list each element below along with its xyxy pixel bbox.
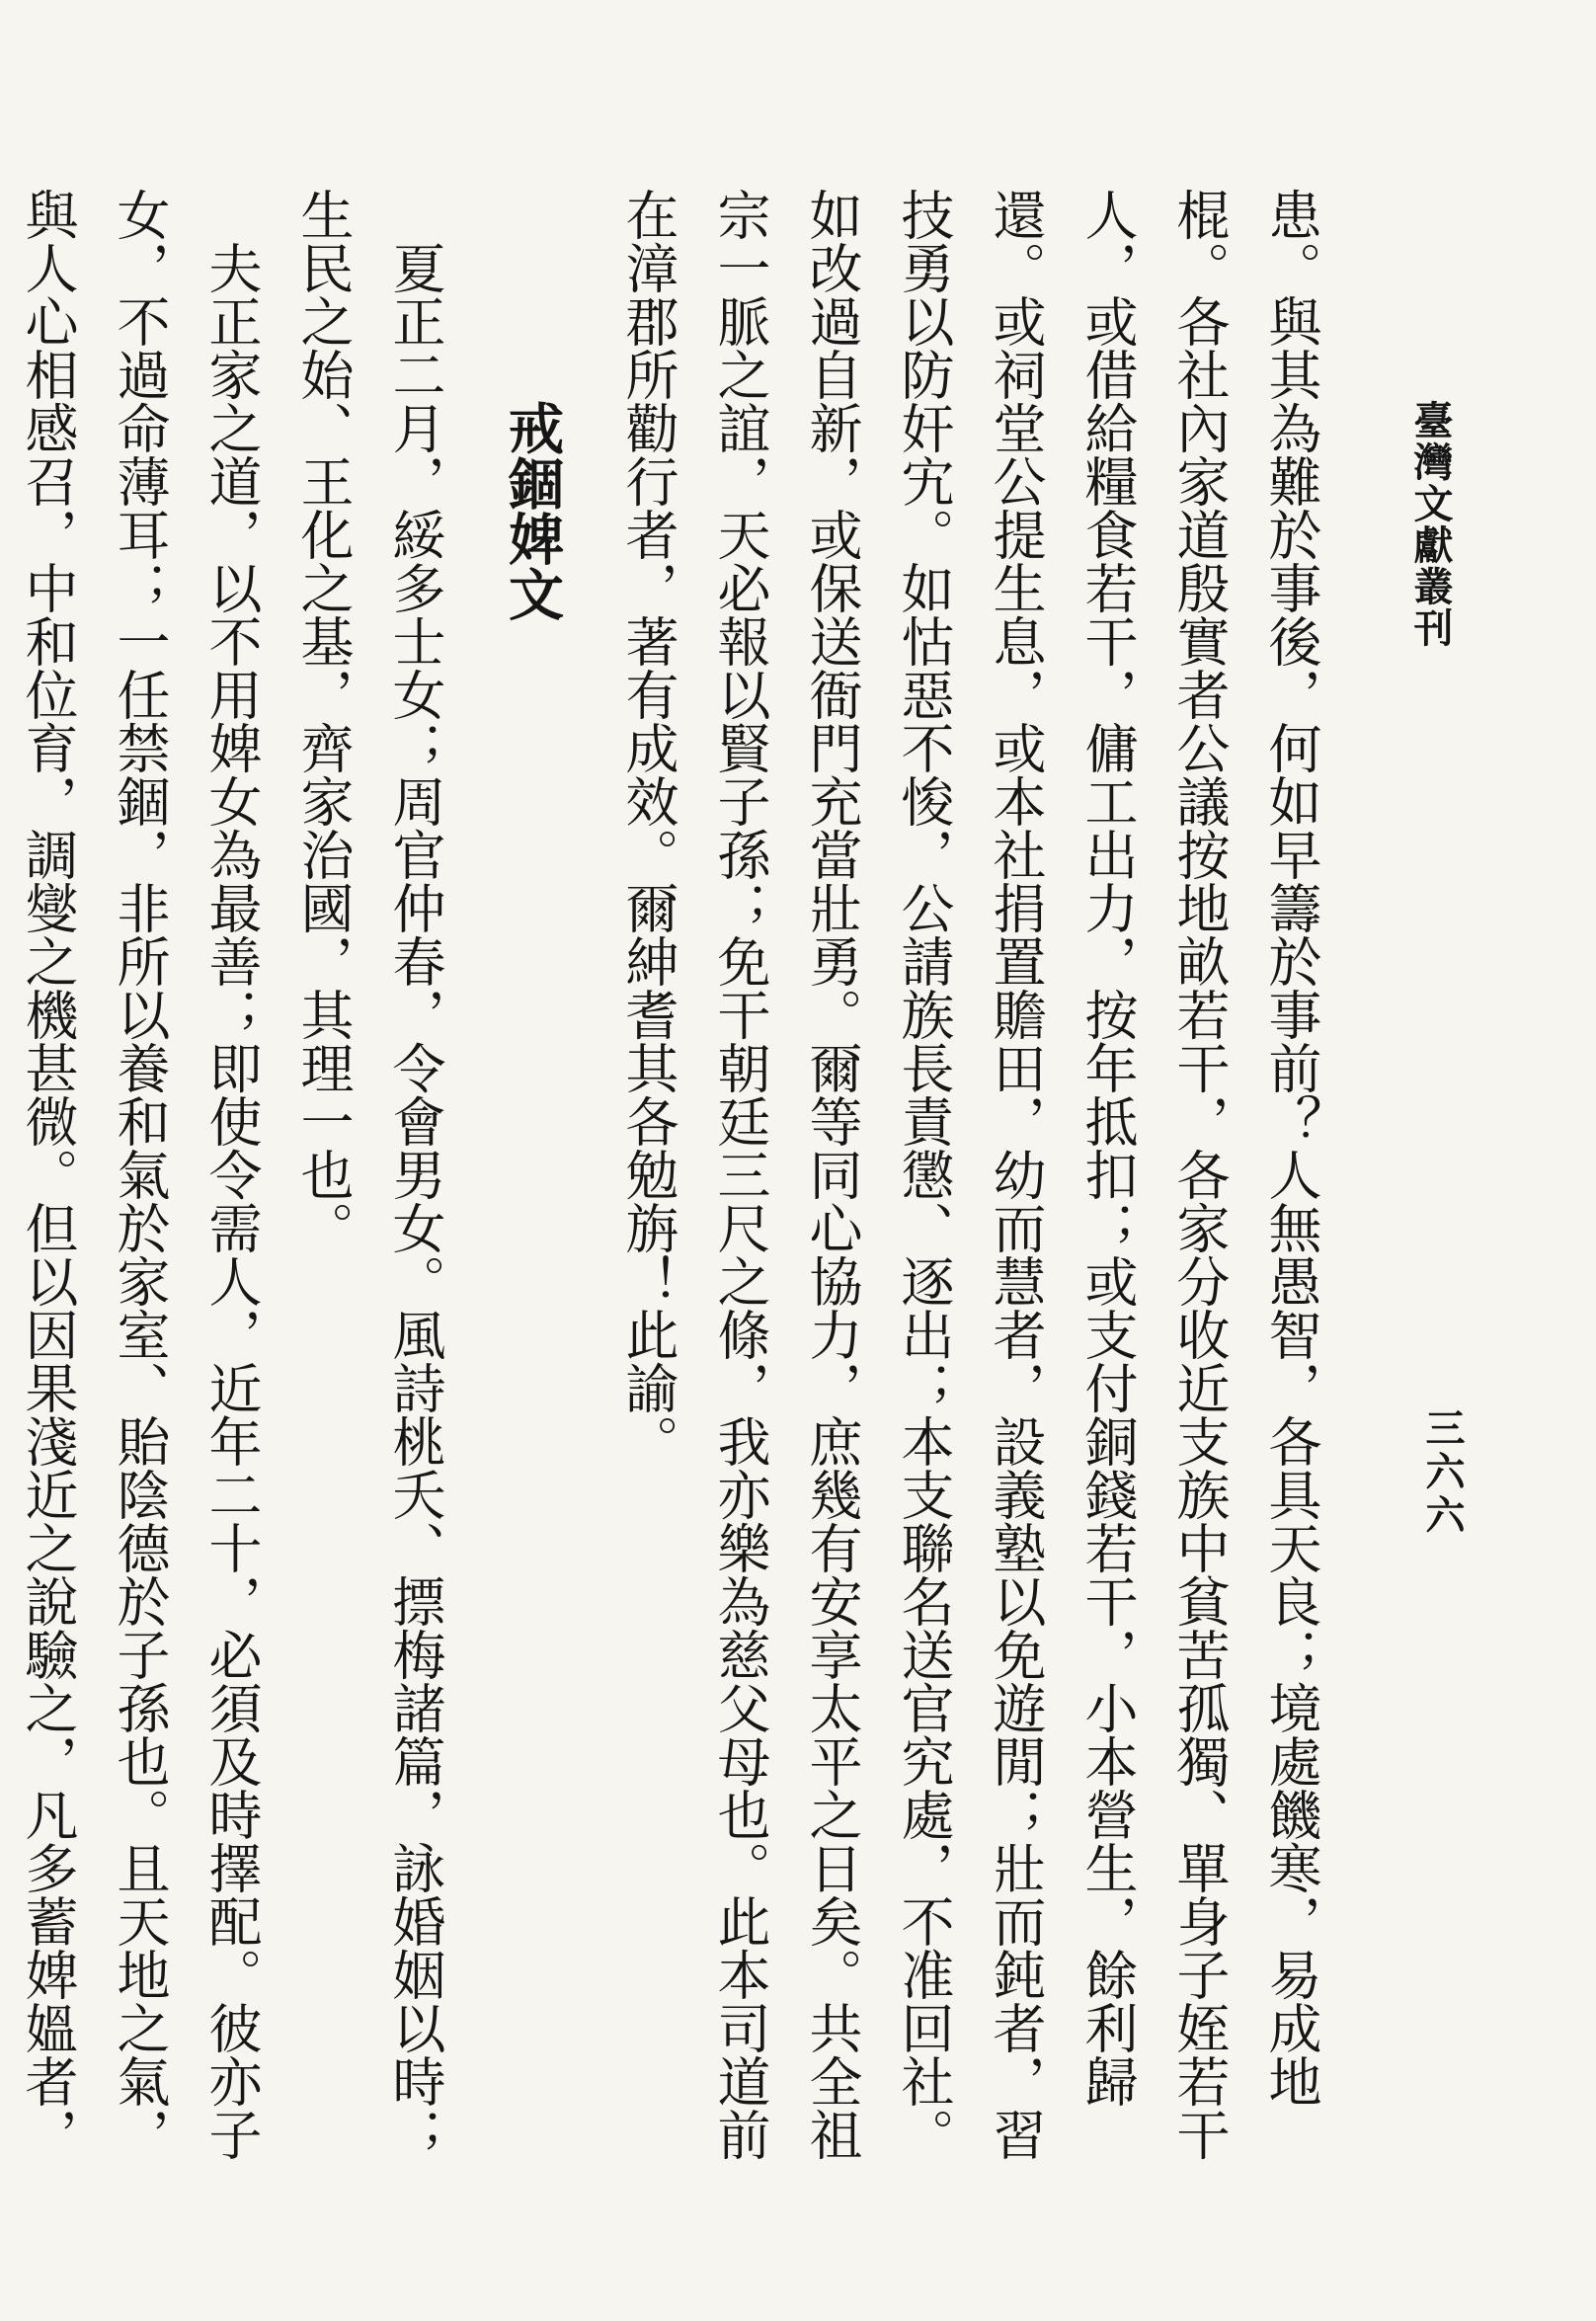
continued-paragraph: 患。與其為難於事後，何如早籌於事前？人無愚智，各具天良；境處饑寒，易成地棍。各社內家道殷實者公議按地畝若干，各家分收近支族中貧苦孤獨、單身子姪若干人，或借給糧食若干，傭工出力，按年抵扣；或支付銅錢若干，小本營生，餘利歸還。或祠堂公提生息，或本社捐置贍田，幼而慧者，設義塾以免遊閒；壯而鈍者，習技勇以防奸宄。如怙惡不悛，公請族長責懲、逐出；本支聯名送官究處，不准回社。如改過自新，或保送衙門充當壯勇。爾等同心協力，庶幾有安享太平之日矣。共全祖宗一脈之誼，天必報以賢子孫；免干朝廷三尺之條，我亦樂為慈父母也。此本司道前在漳郡所勸行者，著有成效。爾紳耆其各勉旃！此諭。	[617, 188, 1322, 2161]
page-body	[0, 188, 1337, 2173]
paragraph: 夏正二月，綏多士女；周官仲春，令會男女。風詩桃夭、摽梅諸篇，詠婚姻以時；生民之始、王化之基，齊家治國，其理一也。	[292, 188, 446, 2161]
paragraph: 夫正家之道，以不用婢女為最善；即使令需人，近年二十，必須及時擇配。彼亦子女，不過命薄耳；一任禁錮，非所以養和氣於家室、貽陰德於子孫也。且天地之氣，與人心相感召，中和位育，調燮之機甚微。但以因果淺近之說驗之，凡多蓄婢媼者，	[17, 188, 263, 2161]
book-title: 臺灣文獻叢刊	[1407, 400, 1454, 649]
page-number: 三六六	[1419, 1407, 1466, 1538]
section-title: 戒錮婢文	[500, 400, 565, 621]
